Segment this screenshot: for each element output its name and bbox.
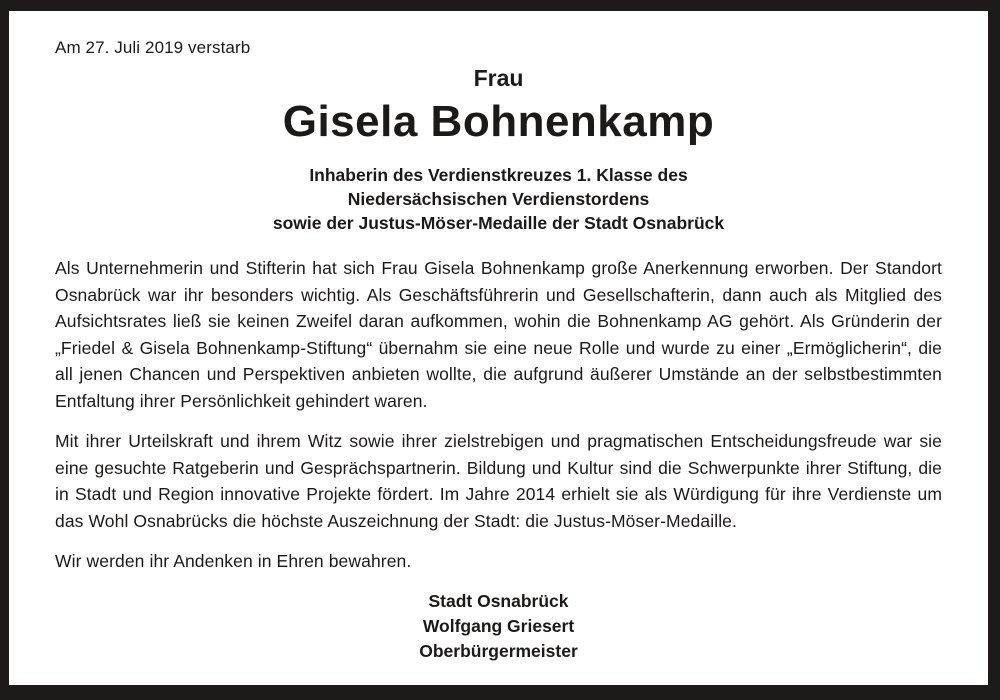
honor-line-3: sowie der Justus-Möser-Medaille der Stadt Osnabrück bbox=[272, 213, 725, 233]
signature-name: Wolfgang Griesert bbox=[422, 615, 575, 636]
honor-line-1: Inhaberin des Verdienstkreuzes 1. Klasse des bbox=[309, 165, 688, 185]
deceased-name: Gisela Bohnenkamp bbox=[282, 97, 715, 146]
obituary-content bbox=[9, 11, 988, 685]
honor-line-2: Niedersächsischen Verdienstordens bbox=[347, 189, 650, 209]
obituary-paragraph-1: Als Unternehmerin und Stifterin hat sich Frau Gisela Bohnenkamp große Anerkennung erworben. Der Standort Osnabrück war ihr besonders wichtig. Als Geschäftsführerin und Gesellschafterin, dann auch als Mitglied des Aufsichtsrates ließ sie keinen Zweifel daran aufkommen, wohin die Bohnenkamp AG gehört. Als Gründerin der „Friedel & Gisela Bohnenkamp-Stiftung“ übernahm sie eine neue Rolle und wurde zu einer „Ermöglicherin“, die all jenen Chancen und Perspektiven anbieten wollte, die aufgrund äußerer Umstände an der selbstbestimmten Entfaltung ihrer Persönlichkeit gehindert waren. bbox=[55, 258, 942, 411]
signature-city: Stadt Osnabrück bbox=[428, 590, 569, 611]
death-date-line: Am 27. Juli 2019 verstarb bbox=[55, 38, 251, 57]
signature-block bbox=[55, 589, 942, 664]
signature-title: Oberbürgermeister bbox=[419, 640, 578, 661]
remembrance-line: Wir werden ihr Andenken in Ehren bewahren. bbox=[55, 551, 412, 571]
salutation: Frau bbox=[473, 65, 524, 91]
honors-block bbox=[55, 163, 942, 235]
obituary-paragraph-2: Mit ihrer Urteilskraft und ihrem Witz sowie ihrer zielstrebigen und pragmatischen Entscheidungsfreude war sie eine gesuchte Ratgeberin und Gesprächspartnerin. Bildung und Kultur sind die Schwerpunkte ihrer Stiftung, die in Stadt und Region innovative Projekte fördert. Im Jahre 2014 erhielt sie als Würdigung für ihre Verdienste um das Wohl Osnabrücks die höchste Auszeichnung der Stadt: die Justus-Möser-Medaille. bbox=[55, 431, 942, 531]
